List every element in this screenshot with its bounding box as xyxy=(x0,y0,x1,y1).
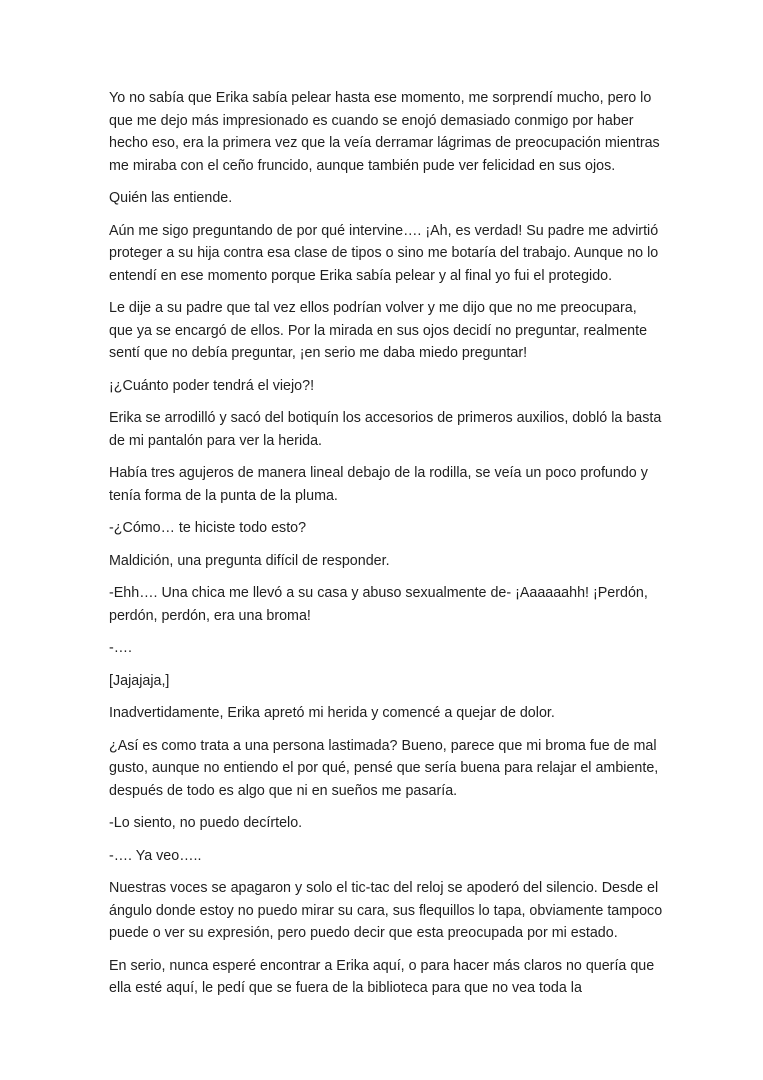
paragraph-4: Le dije a su padre que tal vez ellos podrían volver y me dijo que no me preocupara, que ya se encargó de ellos. Por la mirada en sus ojos decidí no preguntar, realmente sentí que no debía preguntar, ¡en serio me daba miedo preguntar! xyxy=(109,300,648,361)
paragraph-18: En serio, nunca esperé encontrar a Erika aquí, o para hacer más claros no quería que ella esté aquí, le pedí que se fuera de la biblioteca para que no vea toda la xyxy=(109,957,655,996)
paragraph-6: Erika se arrodilló y sacó del botiquín los accesorios de primeros auxilios, dobló la basta de mi pantalón para ver la herida. xyxy=(109,410,662,449)
paragraph-8: -¿Cómo… te hiciste todo esto? xyxy=(109,520,307,536)
paragraph-17: Nuestras voces se apagaron y solo el tic-tac del reloj se apoderó del silencio. Desde el ángulo donde estoy no puedo mirar su cara, sus flequillos lo tapa, obviamente tampoco puede o ver su expresión, pero puedo decir que esta preocupada por mi estado. xyxy=(109,880,663,941)
paragraph-10: -Ehh…. Una chica me llevó a su casa y abuso sexualmente de- ¡Aaaaaahh! ¡Perdón, perdón, perdón, era una broma! xyxy=(109,585,648,624)
paragraph-11: -…. xyxy=(109,640,133,656)
paragraph-1: Yo no sabía que Erika sabía pelear hasta ese momento, me sorprendí mucho, pero lo que me dejo más impresionado es cuando se enojó demasiado conmigo por haber hecho eso, era la primera vez que la veía derramar lágrimas de preocupación mientras me miraba con el ceño fruncido, aunque también pude ver felicidad en sus ojos. xyxy=(109,90,660,174)
paragraph-14: ¿Así es como trata a una persona lastimada? Bueno, parece que mi broma fue de mal gusto, aunque no entiendo el por qué, pensé que sería buena para relajar el ambiente, después de todo es algo que ni en sueños me pasaría. xyxy=(109,737,659,799)
paragraph-15: -Lo siento, no puedo decírtelo. xyxy=(109,815,303,831)
paragraph-13: Inadvertidamente, Erika apretó mi herida y comencé a quejar de dolor. xyxy=(109,705,555,721)
paragraph-7: Había tres agujeros de manera lineal debajo de la rodilla, se veía un poco profundo y tenía forma de la punta de la pluma. xyxy=(109,465,648,504)
paragraph-5: ¡¿Cuánto poder tendrá el viejo?! xyxy=(109,377,315,394)
paragraph-12: [Jajajaja,] xyxy=(109,672,170,689)
paragraph-2: Quién las entiende. xyxy=(109,190,233,206)
paragraph-16: -…. Ya veo….. xyxy=(109,847,202,864)
paragraph-9: Maldición, una pregunta difícil de responder. xyxy=(109,552,390,569)
paragraph-3: Aún me sigo preguntando de por qué intervine…. ¡Ah, es verdad! Su padre me advirtió proteger a su hija contra esa clase de tipos o sino me botaría del trabajo. Aunque no lo entendí en ese momento porque Erika sabía pelear y al final yo fui el protegido. xyxy=(109,222,659,284)
